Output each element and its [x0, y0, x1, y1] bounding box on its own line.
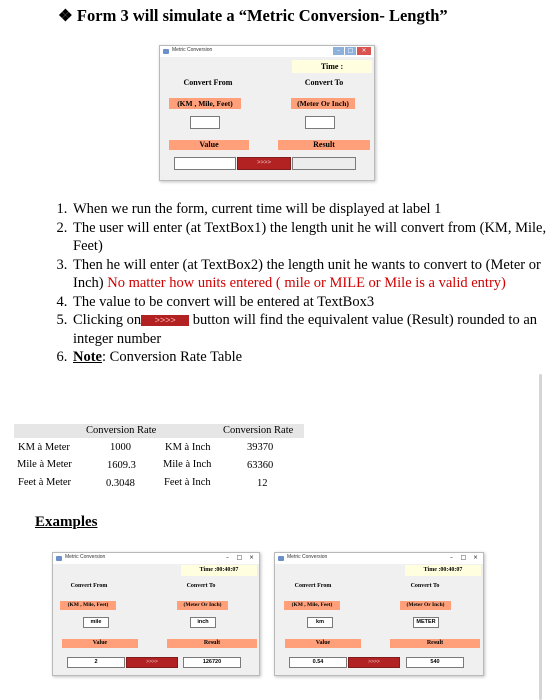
textbox2-to-unit[interactable] — [305, 116, 335, 129]
table-unit: Feet à Inch — [164, 477, 211, 488]
table-rate: 1000 — [110, 442, 131, 453]
textbox3-value[interactable] — [174, 157, 236, 170]
form-title-bar — [160, 46, 374, 57]
form-app-icon — [278, 556, 284, 561]
table-unit: Feet à Meter — [18, 477, 72, 488]
result-output — [292, 157, 356, 170]
inline-convert-button: >>>> — [141, 315, 189, 326]
header-conversion-rate-left: Conversion Rate — [86, 425, 157, 436]
instruction-list — [52, 200, 547, 367]
table-unit: Mile à Meter — [17, 459, 72, 470]
from-units-label: (KM , Mile, Feet) — [60, 601, 116, 610]
convert-from-label: Convert From — [70, 583, 108, 589]
step-4: 4. The value to be convert will be entered at TextBox3 — [71, 293, 547, 312]
window-controls — [222, 554, 257, 562]
maximize-button[interactable]: □ — [345, 47, 356, 55]
step-5: 5. Clicking on >>>> button will find the equivalent value (Result) rounded to an integer number — [71, 311, 547, 348]
result-label: Result — [278, 140, 370, 150]
from-units-label: (KM , Mile, Feet) — [169, 98, 241, 109]
example-1-result-output: 126720 — [183, 657, 241, 668]
examples-heading: Examples — [35, 514, 98, 530]
table-rate: 39370 — [247, 442, 274, 453]
step-1: 1. When we run the form, current time will be displayed at label 1 — [71, 200, 547, 219]
example-1-title-bar — [53, 553, 259, 564]
minimize-button[interactable]: – — [450, 554, 453, 561]
table-unit: KM à Inch — [165, 442, 211, 453]
maximize-button[interactable]: □ — [460, 554, 467, 561]
example-2-title: Metric Conversion — [287, 554, 328, 560]
minimize-button[interactable]: – — [226, 554, 229, 561]
close-button[interactable]: × — [357, 47, 371, 55]
example-1-convert-button[interactable]: >>>> — [126, 657, 178, 668]
table-rate: 12 — [257, 478, 268, 489]
example-1-to-unit-input[interactable]: inch — [190, 617, 216, 628]
example-form-2 — [274, 552, 484, 676]
convert-to-label: Convert To — [410, 583, 440, 589]
maximize-button[interactable]: □ — [236, 554, 243, 561]
table-rate: 0.3048 — [106, 478, 135, 489]
conversion-rate-table — [14, 424, 304, 492]
minimize-button[interactable]: – — [333, 47, 344, 55]
form-title: Metric Conversion — [172, 47, 213, 53]
result-label: Result — [167, 639, 257, 648]
example-2-value-input[interactable]: 0.54 — [289, 657, 347, 668]
example-2-time-label: Time :00:40:07 — [405, 565, 481, 576]
value-label: Value — [169, 140, 249, 150]
from-units-label: (KM , Mile, Feet) — [284, 601, 340, 610]
note-label: Note — [73, 349, 102, 365]
window-controls — [333, 47, 371, 55]
example-1-from-unit-input[interactable]: mile — [83, 617, 109, 628]
table-rate: 63360 — [247, 460, 274, 471]
step-2: 2. The user will enter (at TextBox1) the length unit he will convert from (KM, Mile, Feet) — [71, 219, 547, 256]
header-conversion-rate-right: Conversion Rate — [223, 425, 294, 436]
metric-conversion-form — [159, 45, 375, 181]
page-scrollbar[interactable] — [539, 374, 542, 700]
table-rate: 1609.3 — [107, 460, 136, 471]
example-2-title-bar — [275, 553, 483, 564]
form-app-icon — [56, 556, 62, 561]
step-6: 6. Note: Conversion Rate Table — [71, 348, 547, 367]
to-units-label: (Meter Or Inch) — [177, 601, 228, 610]
window-controls — [446, 554, 481, 562]
example-2-to-unit-input[interactable]: METER — [413, 617, 439, 628]
table-unit: KM à Meter — [18, 442, 70, 453]
example-2-convert-button[interactable]: >>>> — [348, 657, 400, 668]
to-units-label: (Meter Or Inch) — [291, 98, 355, 109]
result-label: Result — [390, 639, 480, 648]
step-3-red-note: No matter how units entered ( mile or MILE or Mile is a valid entry) — [107, 275, 506, 291]
example-2-from-unit-input[interactable]: km — [307, 617, 333, 628]
convert-to-label: Convert To — [186, 583, 216, 589]
to-units-label: (Meter Or Inch) — [400, 601, 451, 610]
close-button[interactable]: × — [248, 554, 255, 561]
convert-from-label: Convert From — [183, 78, 233, 87]
page-heading — [58, 6, 448, 26]
close-button[interactable]: × — [472, 554, 479, 561]
diamond-bullet-icon: ❖ — [58, 6, 73, 25]
textbox1-from-unit[interactable] — [190, 116, 220, 129]
value-label: Value — [285, 639, 361, 648]
heading-text: Form 3 will simulate a “Metric Conversion- Length” — [76, 6, 448, 25]
example-1-title: Metric Conversion — [65, 554, 106, 560]
table-unit: Mile à Inch — [163, 459, 212, 470]
form-app-icon — [163, 49, 169, 54]
value-label: Value — [62, 639, 138, 648]
time-label: Time : — [292, 60, 372, 73]
example-form-1 — [52, 552, 260, 676]
example-2-result-output: 540 — [406, 657, 464, 668]
example-1-time-label: Time :00:40:07 — [181, 565, 257, 576]
step-3: 3. Then he will enter (at TextBox2) the length unit he wants to convert to (Meter or Inch) No matter how units entered ( mile or MILE or Mile is a valid entry) — [71, 256, 547, 293]
convert-from-label: Convert From — [294, 583, 332, 589]
convert-to-label: Convert To — [304, 78, 344, 87]
convert-button[interactable]: >>>> — [237, 157, 291, 170]
example-1-value-input[interactable]: 2 — [67, 657, 125, 668]
